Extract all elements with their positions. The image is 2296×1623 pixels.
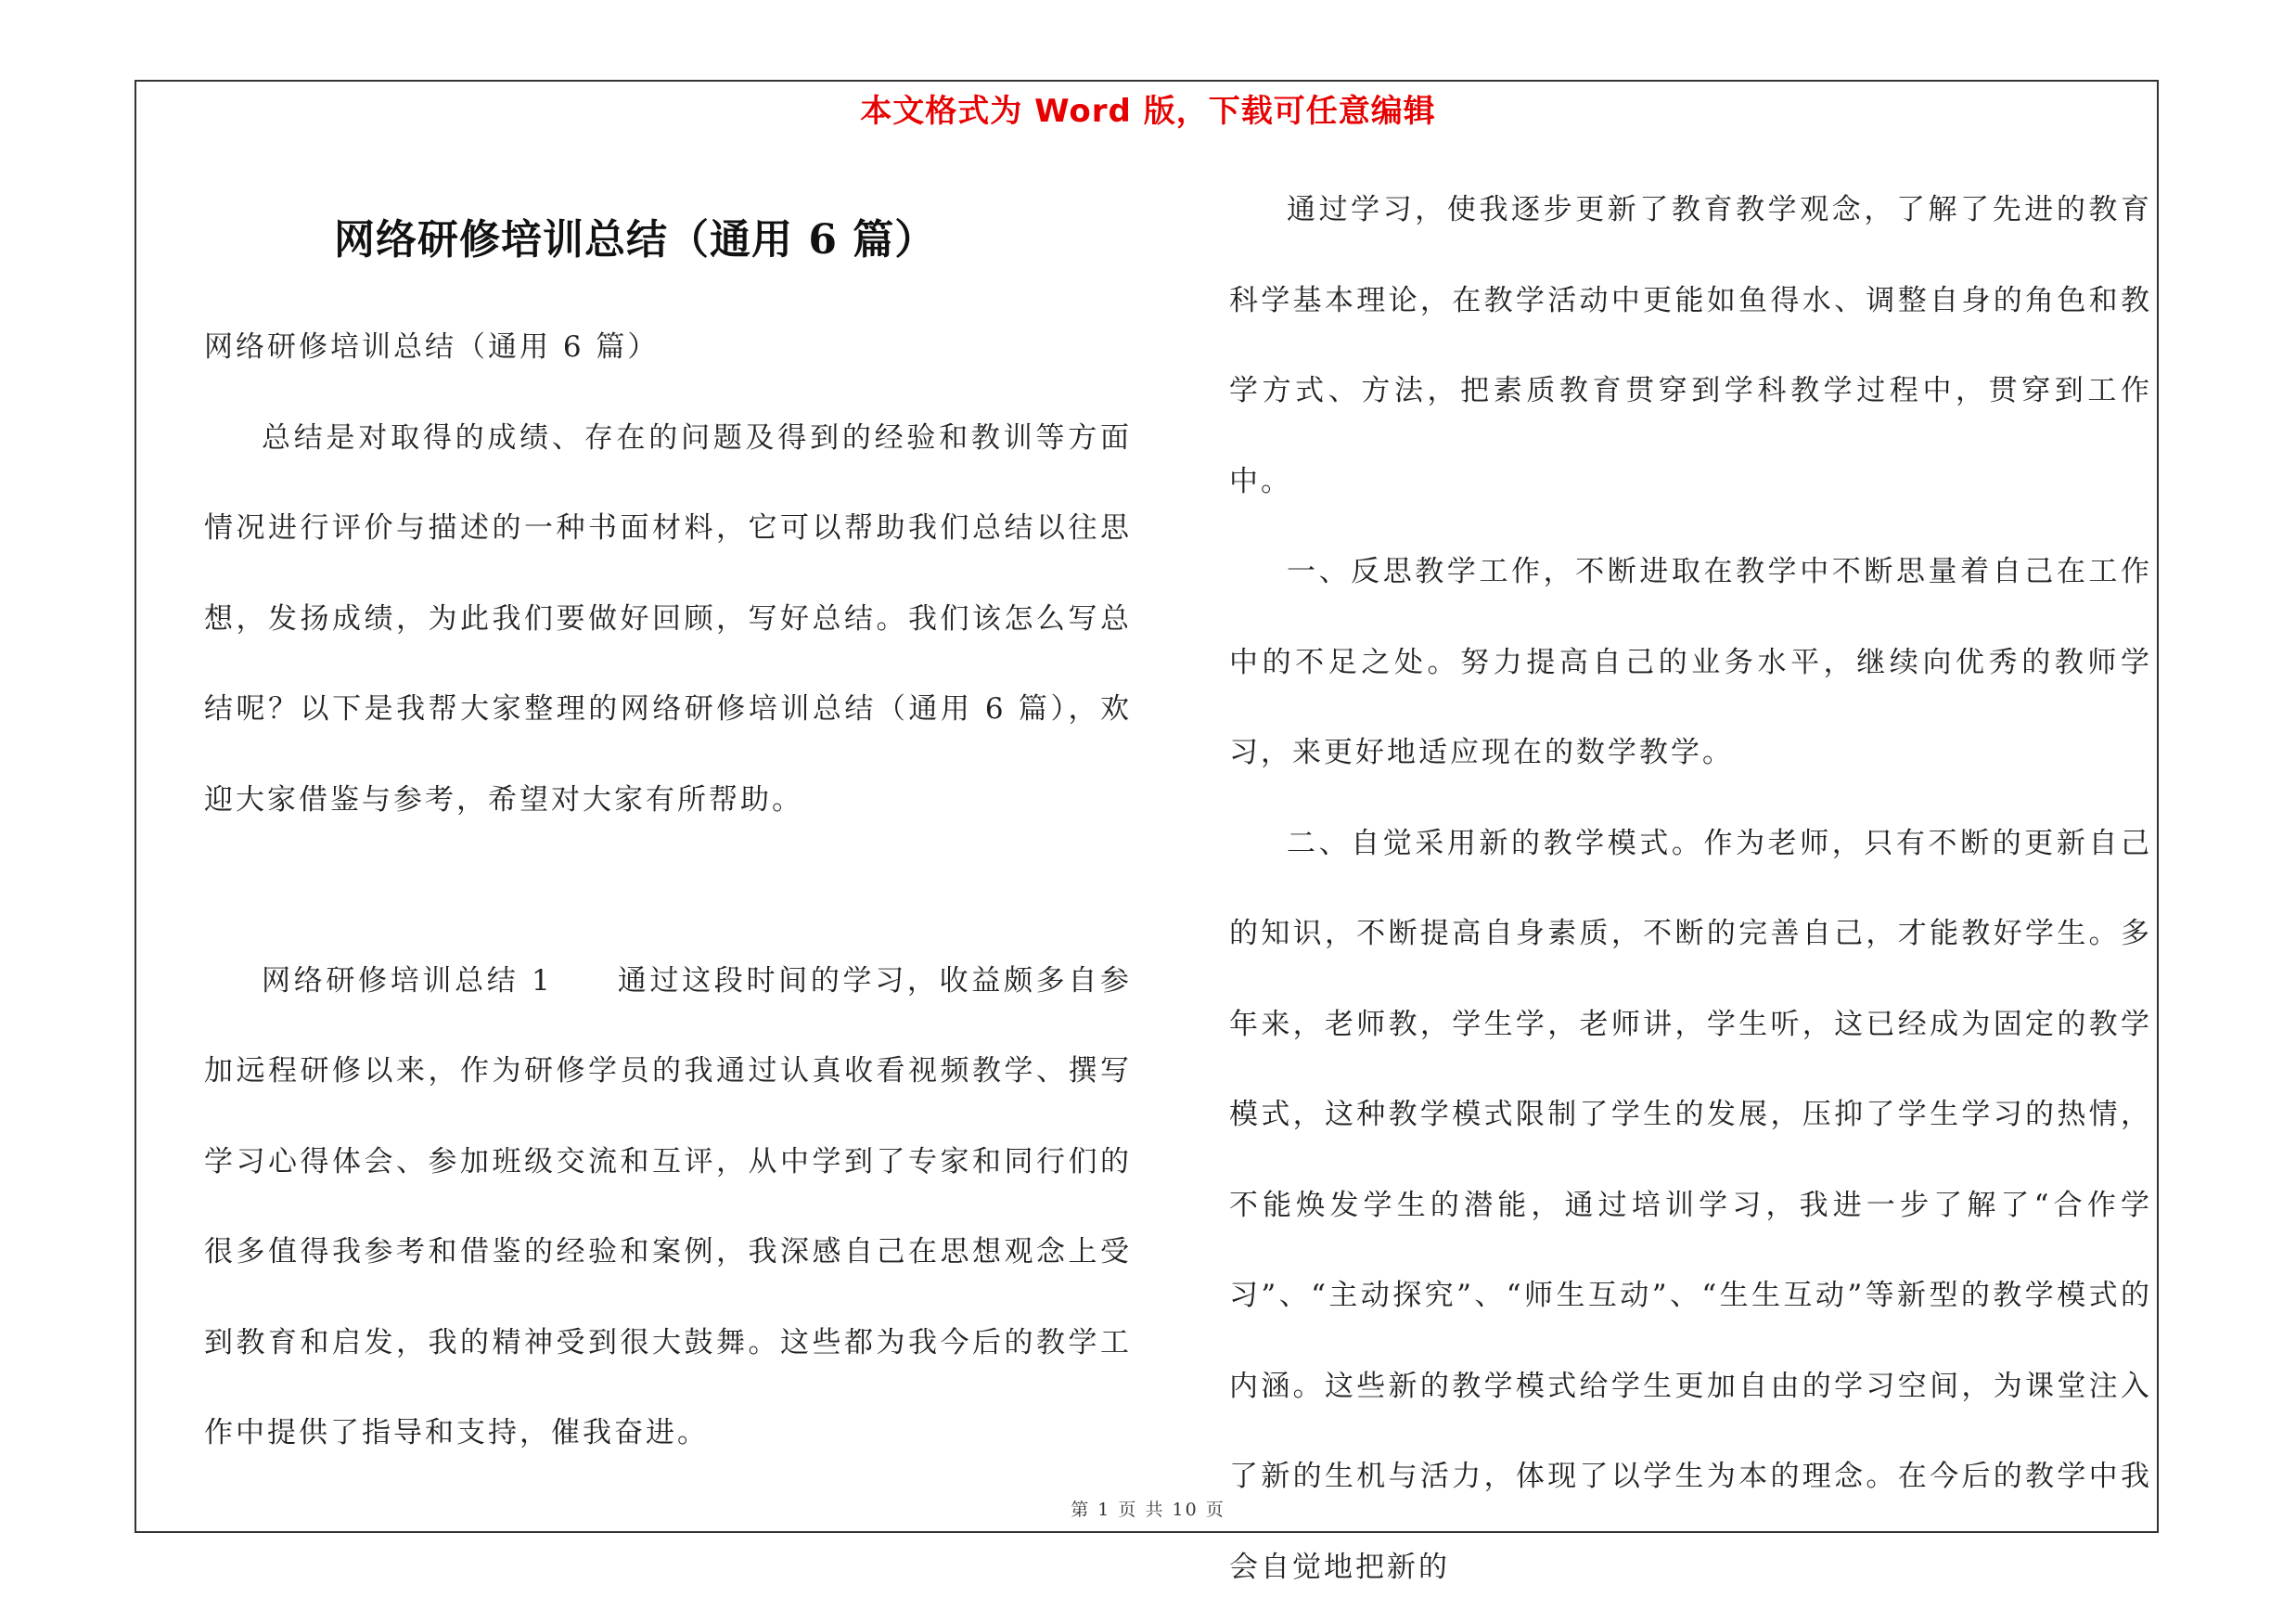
left-column (204, 303, 1132, 1479)
format-banner: 本文格式为 Word 版，下载可任意编辑 (860, 93, 1436, 130)
subtitle-paragraph: 网络研修培训总结（通用 6 篇） (204, 330, 660, 364)
page-number: 第 1 页 共 10 页 (1071, 1500, 1225, 1520)
reflection-paragraph: 一、反思教学工作，不断进取在教学中不断思量着自己在工作中的不足之处。努力提高自己的业务水平，继续向优秀的教师学习，来更好地适应现在的数学教学。 (1229, 555, 2152, 769)
study-paragraph: 通过学习，使我逐步更新了教育教学观念，了解了先进的教育科学基本理论，在教学活动中更能如鱼得水、调整自身的角色和教学方式、方法，把素质教育贯穿到学科教学过程中，贯穿到工作中。 (1229, 193, 2152, 498)
section-1-paragraph: 网络研修培训总结 1 通过这段时间的学习，收益颇多自参加远程研修以来，作为研修学员的我通过认真收看视频教学、撰写学习心得体会、参加班级交流和互评，从中学到了专家和同行们的很多值得我参考和借鉴的经验和案例，我深感自己在思想观念上受到教育和启发，我的精神受到很大鼓舞。这些都为我今后的教学工作中提供了指导和支持，催我奋进。 (204, 963, 1132, 1449)
right-column (1229, 165, 2152, 1613)
document-title: 网络研修培训总结（通用 6 篇） (334, 216, 937, 264)
intro-paragraph: 总结是对取得的成绩、存在的问题及得到的经验和教训等方面情况进行评价与描述的一种书面材料，它可以帮助我们总结以往思想，发扬成绩，为此我们要做好回顾，写好总结。我们该怎么写总结呢？以下是我帮大家整理的网络研修培训总结（通用 6 篇），欢迎大家借鉴与参考，希望对大家有所帮助。 (204, 420, 1132, 817)
teaching-mode-paragraph: 二、自觉采用新的教学模式。作为老师，只有不断的更新自己的知识，不断提高自身素质，不断的完善自己，才能教好学生。多年来，老师教，学生学，老师讲，学生听，这已经成为固定的教学模式，这种教学模式限制了学生的发展，压抑了学生学习的热情，不能焕发学生的潜能，通过培训学习，我进一步了解了“合作学习”、“主动探究”、“师生互动”、“生生互动”等新型的教学模式的内涵。这些新的教学模式给学生更加自由的学习空间，为课堂注入了新的生机与活力，体现了以学生为本的理念。在今后的教学中我会自觉地把新的 (1229, 826, 2152, 1584)
